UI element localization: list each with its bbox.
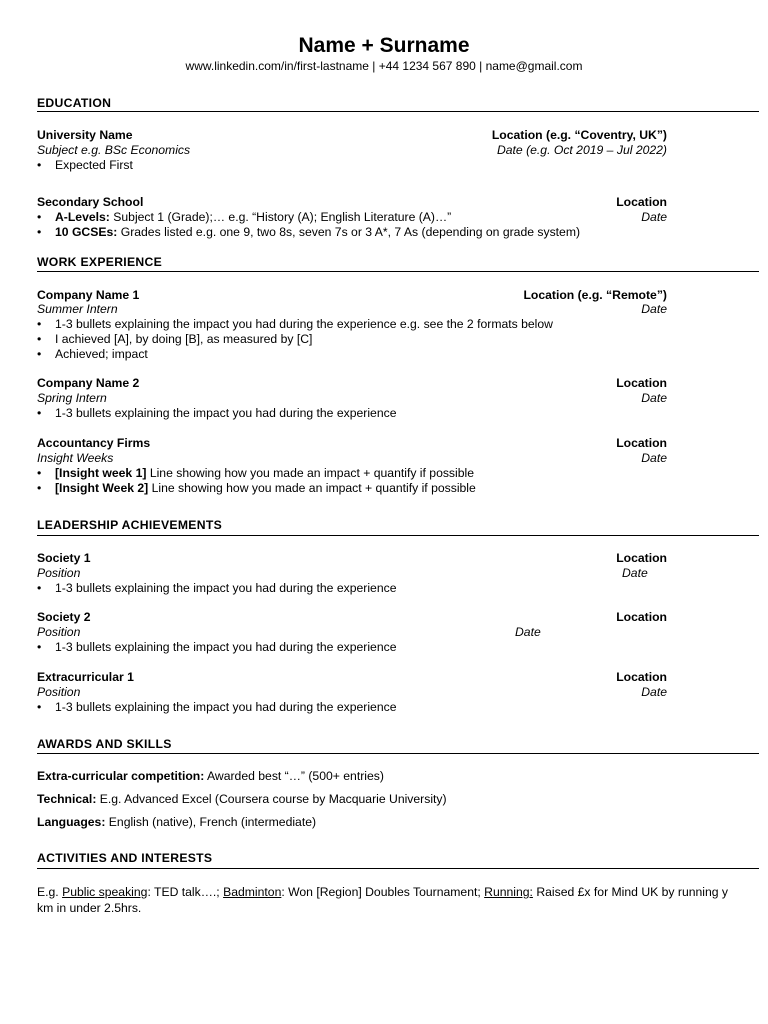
- list-item: [37, 640, 396, 654]
- role-title: Insight Weeks: [37, 451, 114, 465]
- school-location: Location: [616, 195, 667, 209]
- activities-text: : Won [Region] Doubles Tournament;: [281, 885, 485, 899]
- society-location: Location: [616, 551, 667, 565]
- skill-languages: [37, 815, 316, 829]
- society-name: Society 2: [37, 610, 91, 624]
- role-date: Date: [641, 391, 667, 405]
- university-name: University Name: [37, 128, 133, 142]
- school-name: Secondary School: [37, 195, 144, 209]
- company-name: Company Name 1: [37, 288, 140, 302]
- list-item-text: 1-3 bullets explaining the impact you had during the experience e.g. see the 2 formats below: [55, 317, 553, 331]
- role-date: Date: [641, 451, 667, 465]
- company-location: Location (e.g. “Remote”): [523, 288, 667, 302]
- list-item-text: Achieved; impact: [55, 347, 148, 361]
- activities-text: Raised £x for Mind UK by running y km in under 2.5hrs.: [37, 885, 729, 915]
- activities-text: E.g.: [37, 885, 63, 899]
- section-title-awards: AWARDS AND SKILLS: [37, 737, 172, 751]
- list-item: [37, 700, 396, 714]
- bullet-icon: •: [37, 581, 42, 595]
- role-title: Position: [37, 566, 81, 580]
- list-item: [37, 466, 474, 480]
- section-title-leadership: LEADERSHIP ACHIEVEMENTS: [37, 518, 222, 532]
- bullet-icon: •: [37, 210, 42, 224]
- insight-label: [Insight Week 2]: [55, 481, 149, 495]
- bullet-icon: •: [37, 481, 42, 495]
- list-item: [37, 332, 312, 346]
- list-item: [37, 347, 148, 361]
- skill-label: Extra-curricular competition:: [37, 769, 205, 783]
- section-divider: [37, 868, 759, 869]
- company-location: Location: [616, 436, 667, 450]
- role-title: Position: [37, 625, 81, 639]
- section-title-education: EDUCATION: [37, 96, 112, 110]
- list-item: [37, 581, 396, 595]
- gcses-text: Grades listed e.g. one 9, two 8s, seven 7s or 3 A*, 7 As (depending on grade system): [117, 225, 581, 239]
- insight-label: [Insight week 1]: [55, 466, 147, 480]
- section-divider: [37, 111, 759, 112]
- role-title: Summer Intern: [37, 302, 118, 316]
- bullet-icon: •: [37, 406, 42, 420]
- bullet-icon: •: [37, 225, 42, 239]
- skill-competition: [37, 769, 384, 783]
- society-name: Society 1: [37, 551, 91, 565]
- skill-text: Awarded best “…” (500+ entries): [204, 769, 384, 783]
- section-title-work: WORK EXPERIENCE: [37, 255, 163, 269]
- section-divider: [37, 535, 759, 536]
- bullet-icon: •: [37, 332, 42, 346]
- section-divider: [37, 271, 759, 272]
- skill-label: Languages:: [37, 815, 106, 829]
- role-date: Date: [515, 625, 541, 639]
- extracurricular-location: Location: [616, 670, 667, 684]
- alevels-label: A-Levels:: [55, 210, 110, 224]
- list-item: [37, 158, 133, 172]
- list-item-text: 1-3 bullets explaining the impact you had during the experience: [55, 640, 397, 654]
- school-date: Date: [641, 210, 667, 224]
- section-divider: [37, 753, 759, 754]
- role-title: Position: [37, 685, 81, 699]
- list-item: [37, 406, 396, 420]
- list-item-text: 1-3 bullets explaining the impact you had during the experience: [55, 406, 397, 420]
- bullet-icon: •: [37, 317, 42, 331]
- bullet-icon: •: [37, 158, 42, 172]
- activity-badminton: Badminton: [223, 885, 282, 899]
- list-item-text: Expected First: [55, 158, 133, 172]
- skill-technical: [37, 792, 447, 806]
- list-item-text: I achieved [A], by doing [B], as measured by [C]: [55, 332, 313, 346]
- candidate-name: Name + Surname: [298, 34, 470, 57]
- skill-text: E.g. Advanced Excel (Coursera course by Macquarie University): [96, 792, 447, 806]
- alevels-text: Subject 1 (Grade);… e.g. “History (A); English Literature (A)…”: [109, 210, 452, 224]
- list-item: [37, 225, 580, 239]
- activity-public-speaking: Public speaking: [62, 885, 148, 899]
- activities-paragraph: [37, 884, 737, 916]
- list-item-text: 1-3 bullets explaining the impact you had during the experience: [55, 700, 397, 714]
- activity-running: Running:: [484, 885, 533, 899]
- university-location: Location (e.g. “Coventry, UK”): [491, 128, 667, 142]
- list-item-text: 1-3 bullets explaining the impact you had during the experience: [55, 581, 397, 595]
- list-item-text: Line showing how you made an impact + quantify if possible: [148, 481, 476, 495]
- company-name: Accountancy Firms: [37, 436, 151, 450]
- list-item: [37, 317, 553, 331]
- role-date: Date: [622, 566, 648, 580]
- bullet-icon: •: [37, 466, 42, 480]
- contact-line: www.linkedin.com/in/first-lastname | +44 1234 567 890 | name@gmail.com: [185, 59, 583, 73]
- university-subject: Subject e.g. BSc Economics: [37, 143, 191, 157]
- university-date: Date (e.g. Oct 2019 – Jul 2022): [496, 143, 667, 157]
- list-item: [37, 481, 476, 495]
- role-title: Spring Intern: [37, 391, 107, 405]
- skill-text: English (native), French (intermediate): [105, 815, 317, 829]
- bullet-icon: •: [37, 700, 42, 714]
- extracurricular-name: Extracurricular 1: [37, 670, 134, 684]
- company-name: Company Name 2: [37, 376, 140, 390]
- section-title-activities: ACTIVITIES AND INTERESTS: [37, 851, 213, 865]
- society-location: Location: [616, 610, 667, 624]
- bullet-icon: •: [37, 347, 42, 361]
- role-date: Date: [641, 685, 667, 699]
- list-item: [37, 210, 451, 224]
- activities-text: : TED talk….;: [147, 885, 224, 899]
- company-location: Location: [616, 376, 667, 390]
- bullet-icon: •: [37, 640, 42, 654]
- list-item-text: Line showing how you made an impact + quantify if possible: [146, 466, 475, 480]
- skill-label: Technical:: [37, 792, 97, 806]
- role-date: Date: [641, 302, 667, 316]
- gcses-label: 10 GCSEs:: [55, 225, 118, 239]
